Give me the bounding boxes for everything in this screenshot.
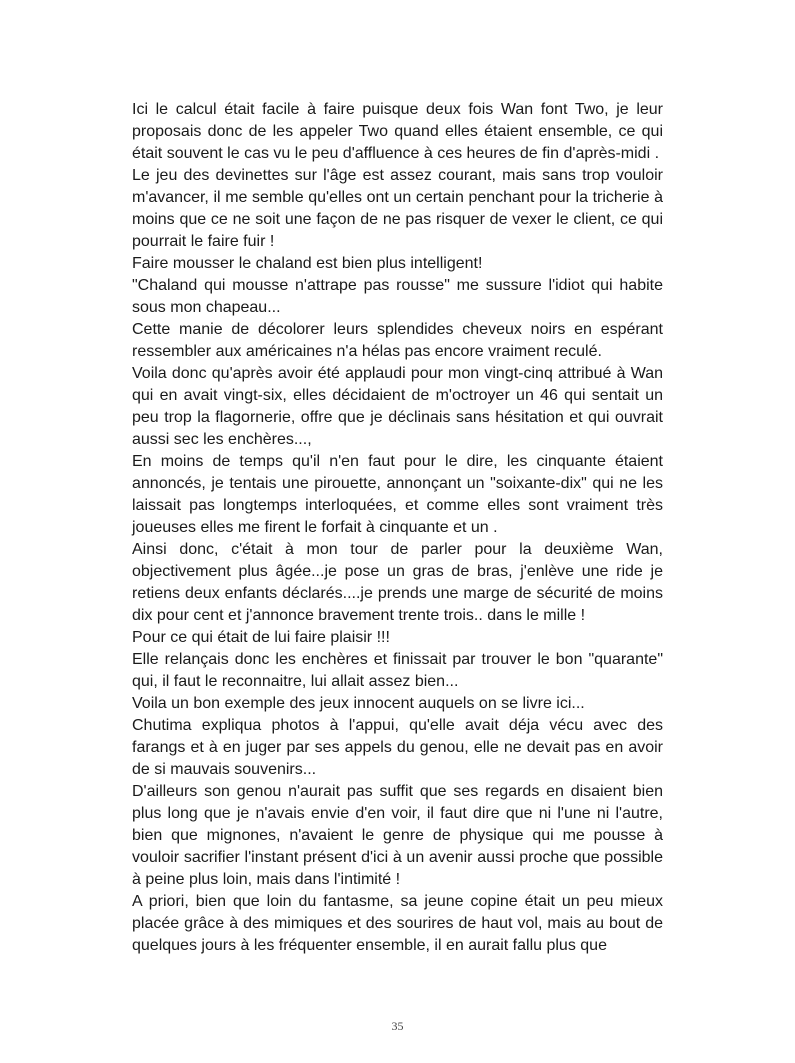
paragraph: Faire mousser le chaland est bien plus intelligent!	[132, 255, 483, 272]
paragraph: Ici le calcul était facile à faire puisque deux fois Wan font Two, je leur proposais donc de les appeler Two quand elles étaient ensemble, ce qui était souvent le cas vu le peu d'affluence à ces heures de fin d'après-midi .	[132, 101, 663, 162]
paragraph: A priori, bien que loin du fantasme, sa jeune copine était un peu mieux placée grâce à des mimiques et des sourires de haut vol, mais au bout de quelques jours à les fréquenter ensemble, il en aurait fallu plus que	[132, 893, 663, 954]
paragraph: D'ailleurs son genou n'aurait pas suffit que ses regards en disaient bien plus long que je n'avais envie d'en voir, il faut dire que ni l'une ni l'autre, bien que mignones, n'avaient le genre de physique qui me pousse à vouloir sacrifier l'instant présent d'ici à un avenir aussi proche que possible à peine plus loin, mais dans l'intimité !	[132, 783, 663, 888]
paragraph: Chutima expliqua photos à l'appui, qu'elle avait déja vécu avec des farangs et à en juger par ses appels du genou, elle ne devait pas en avoir de si mauvais souvenirs...	[132, 717, 663, 778]
paragraph: Le jeu des devinettes sur l'âge est assez courant, mais sans trop vouloir m'avancer, il me semble qu'elles ont un certain penchant pour la tricherie à moins que ce ne soit une façon de ne pas risquer de vexer le client, ce qui pourrait le faire fuir !	[132, 167, 663, 250]
paragraph: Ainsi donc, c'était à mon tour de parler pour la deuxième Wan, objectivement plus âgée...je pose un gras de bras, j'enlève une ride je retiens deux enfants déclarés....je prends une marge de sécurité de moins dix pour cent et j'annonce bravement trente trois.. dans le mille !	[132, 541, 663, 624]
paragraph: En moins de temps qu'il n'en faut pour le dire, les cinquante étaient annoncés, je tentais une pirouette, annonçant un "soixante-dix" qui ne les laissait pas longtemps interloquées, et comme elles sont vraiment très joueuses elles me firent le forfait à cinquante et un .	[132, 453, 663, 536]
paragraph: Elle relançais donc les enchères et finissait par trouver le bon "quarante" qui, il faut le reconnaitre, lui allait assez bien...	[132, 651, 663, 690]
paragraph: Cette manie de décolorer leurs splendides cheveux noirs en espérant ressembler aux américaines n'a hélas pas encore vraiment reculé.	[132, 321, 663, 360]
paragraph: Voila donc qu'après avoir été applaudi pour mon vingt-cinq attribué à Wan qui en avait vingt-six, elles décidaient de m'octroyer un 46 qui sentait un peu trop la flagornerie, offre que je déclinais sans hésitation et qui ouvrait aussi sec les enchères...,	[132, 365, 663, 448]
paragraph: Pour ce qui était de lui faire plaisir !!!	[132, 629, 390, 646]
paragraph: Voila un bon exemple des jeux innocent auquels on se livre ici...	[132, 695, 585, 712]
paragraph: "Chaland qui mousse n'attrape pas rousse" me sussure l'idiot qui habite sous mon chapeau...	[132, 277, 663, 316]
page-number: 35	[391, 1019, 404, 1033]
body-text	[132, 99, 663, 957]
